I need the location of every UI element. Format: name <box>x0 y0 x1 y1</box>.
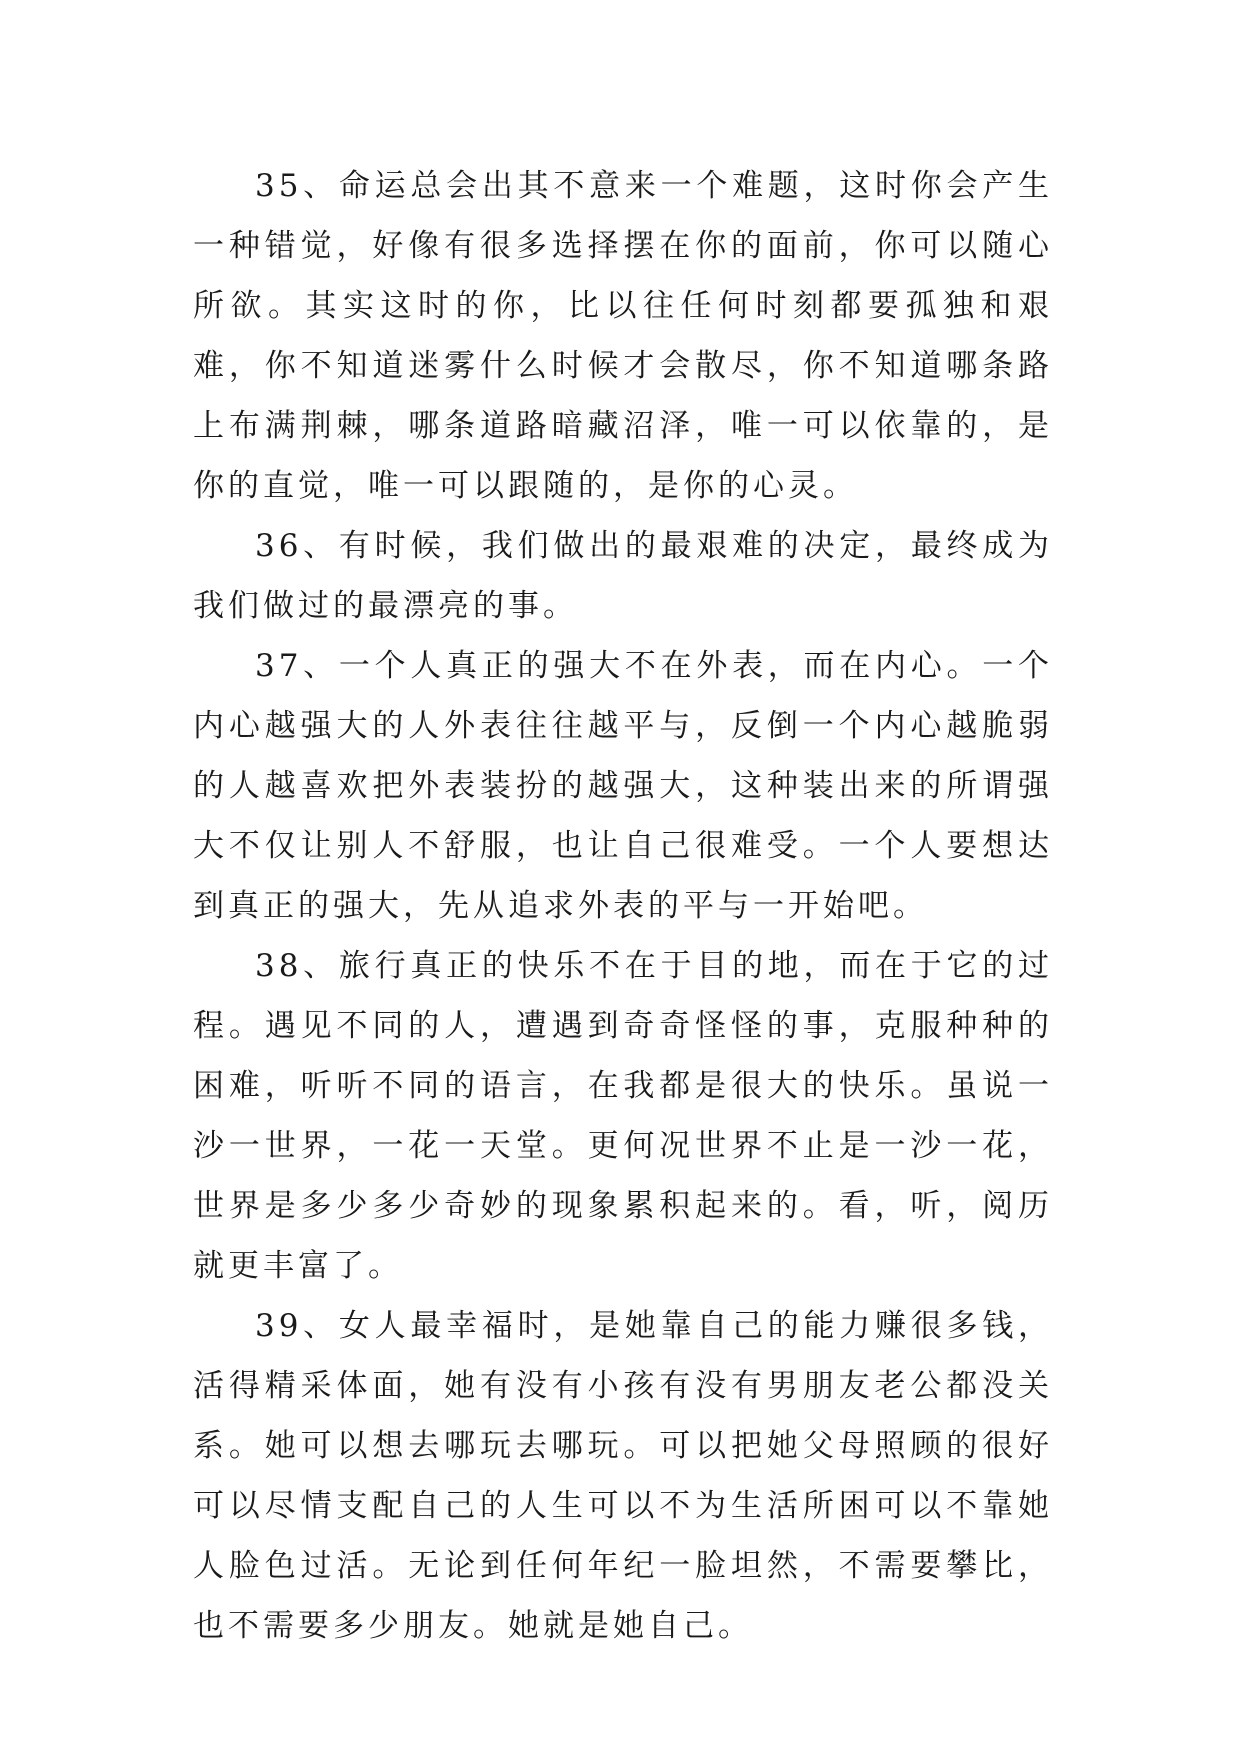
paragraph-37: 37、一个人真正的强大不在外表，而在内心。一个内心越强大的人外表往往越平与，反倒一个内心越脆弱的人越喜欢把外表装扮的越强大，这种装出来的所谓强大不仅让别人不舒服，也让自己很难受。一个人要想达到真正的强大，先从追求外表的平与一开始吧。 <box>193 648 1053 924</box>
paragraph-35: 35、命运总会出其不意来一个难题，这时你会产生一种错觉，好像有很多选择摆在你的面前，你可以随心所欲。其实这时的你，比以往任何时刻都要孤独和艰难，你不知道迷雾什么时候才会散尽，你不知道哪条路上布满荆棘，哪条道路暗藏沼泽，唯一可以依靠的，是你的直觉，唯一可以跟随的，是你的心灵。 <box>193 168 1053 504</box>
paragraph-38: 38、旅行真正的快乐不在于目的地，而在于它的过程。遇见不同的人，遭遇到奇奇怪怪的事，克服种种的困难，听听不同的语言，在我都是很大的快乐。虽说一沙一世界，一花一天堂。更何况世界不止是一沙一花，世界是多少多少奇妙的现象累积起来的。看，听，阅历就更丰富了。 <box>193 948 1053 1284</box>
document-body <box>193 156 1053 1656</box>
paragraph-39: 39、女人最幸福时，是她靠自己的能力赚很多钱，活得精采体面，她有没有小孩有没有男朋友老公都没关系。她可以想去哪玩去哪玩。可以把她父母照顾的很好可以尽情支配自己的人生可以不为生活所困可以不靠她人脸色过活。无论到任何年纪一脸坦然，不需要攀比，也不需要多少朋友。她就是她自己。 <box>193 1308 1053 1644</box>
paragraph-36: 36、有时候，我们做出的最艰难的决定，最终成为我们做过的最漂亮的事。 <box>193 528 1053 624</box>
